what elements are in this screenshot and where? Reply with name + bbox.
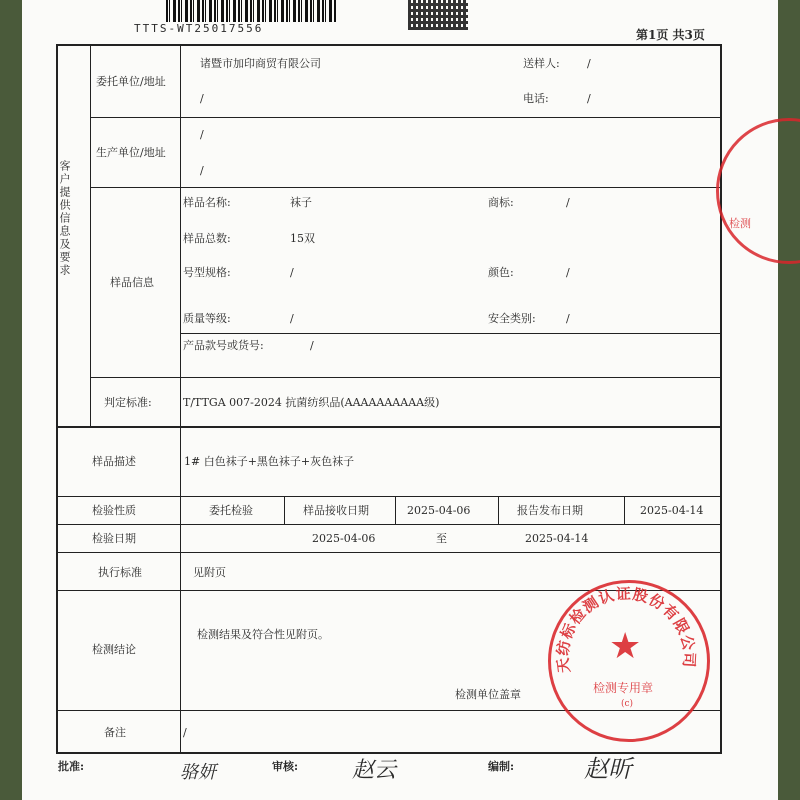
official-seal — [548, 580, 710, 742]
dates-to: 2025-04-14 — [525, 532, 589, 545]
brand-label: 商标: — [488, 196, 514, 209]
description-label: 样品描述 — [92, 455, 136, 468]
phone-label: 电话: — [523, 92, 549, 105]
model-value: / — [310, 339, 314, 352]
compile-label: 编制: — [488, 760, 515, 773]
issued-value: 2025-04-14 — [640, 504, 704, 517]
issued-label: 报告发布日期 — [517, 504, 583, 517]
seal-mark: (c) — [621, 699, 634, 709]
nature-value: 委托检验 — [209, 504, 253, 517]
total-label: 样品总数: — [183, 232, 231, 245]
dates-to-label: 至 — [436, 532, 447, 545]
client-label: 委托单位/地址 — [96, 75, 166, 88]
spec-label: 号型规格: — [183, 266, 231, 279]
page-info: 第1页 共3页 — [636, 28, 705, 42]
seal-note: 检测单位盖章 — [455, 688, 521, 701]
criteria-value: T/TTGA 007-2024 抗菌纺织品(AAAAAAAAAA级) — [183, 396, 440, 409]
sender-value: / — [587, 57, 591, 70]
remarks-label: 备注 — [104, 726, 126, 739]
report-number: TTTS-WT25017556 — [134, 22, 264, 35]
description-value: 1# 白色袜子+黑色袜子+灰色袜子 — [184, 455, 355, 468]
client-address: / — [200, 92, 204, 105]
received-label: 样品接收日期 — [303, 504, 369, 517]
phone-value: / — [587, 92, 591, 105]
dates-from: 2025-04-06 — [312, 532, 376, 545]
nature-label: 检验性质 — [92, 504, 136, 517]
sample-name-label: 样品名称: — [183, 196, 231, 209]
seal-org-text: 天纺标检测认证股份有限公司 — [553, 584, 699, 674]
dates-label: 检验日期 — [92, 532, 136, 545]
producer-line1: / — [200, 128, 204, 141]
standard-value: 见附页 — [193, 566, 226, 579]
color-value: / — [566, 266, 570, 279]
approve-label: 批准: — [58, 760, 85, 773]
model-label: 产品款号或货号: — [183, 339, 264, 352]
sample-label: 样品信息 — [110, 276, 154, 289]
conclusion-label: 检测结论 — [92, 643, 136, 656]
review-signature: 赵云 — [352, 758, 397, 783]
safety-label: 安全类别: — [488, 312, 536, 325]
criteria-label: 判定标准: — [104, 396, 152, 409]
grade-value: / — [290, 312, 294, 325]
grade-label: 质量等级: — [183, 312, 231, 325]
sender-label: 送样人: — [523, 57, 560, 70]
client-name: 诸暨市加印商贸有限公司 — [200, 57, 321, 70]
qr-code-icon — [408, 0, 468, 30]
spec-value: / — [290, 266, 294, 279]
sample-name: 袜子 — [290, 196, 312, 209]
review-label: 审核: — [272, 760, 299, 773]
standard-label: 执行标准 — [98, 566, 142, 579]
section-label: 客户提供信息及要求 — [58, 160, 71, 277]
total-value: 15双 — [290, 232, 315, 245]
producer-label: 生产单位/地址 — [96, 146, 166, 159]
approve-signature: 骆妍 — [180, 762, 216, 783]
conclusion-text: 检测结果及符合性见附页。 — [197, 628, 329, 641]
seal-star-icon: ★ — [609, 626, 642, 667]
received-value: 2025-04-06 — [407, 504, 471, 517]
remarks-value: / — [183, 726, 187, 739]
compile-signature: 赵昕 — [584, 755, 632, 783]
safety-value: / — [566, 312, 570, 325]
color-label: 颜色: — [488, 266, 514, 279]
partial-seal-text: 检测 — [729, 217, 751, 230]
producer-line2: / — [200, 164, 204, 177]
brand-value: / — [566, 196, 570, 209]
barcode — [166, 0, 336, 22]
seal-dept: 检测专用章 — [593, 681, 654, 695]
